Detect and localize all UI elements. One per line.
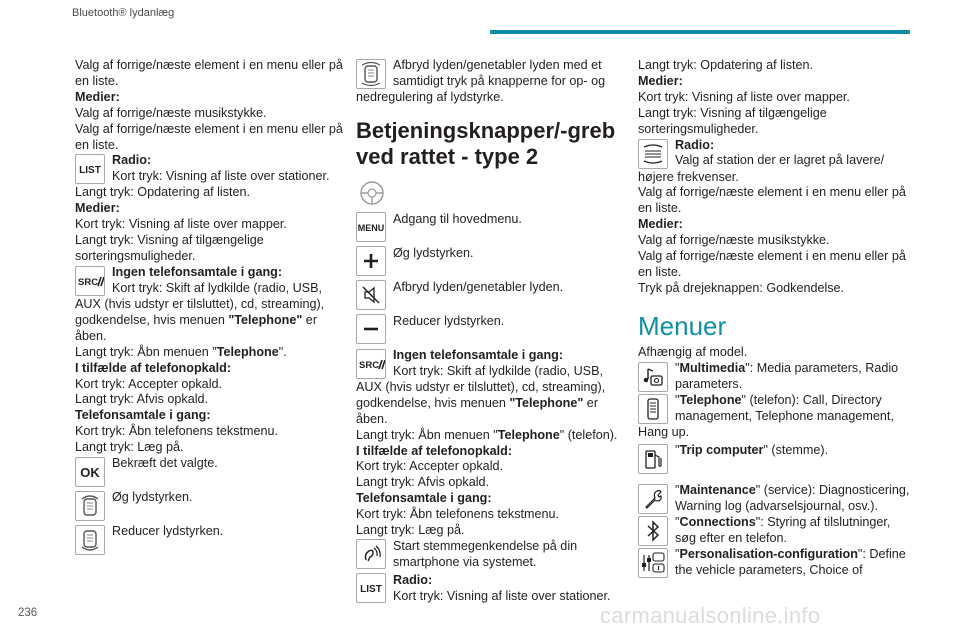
text-line: nedregulering af lydstyrke. xyxy=(356,90,504,104)
text-line: Hang up. xyxy=(638,424,690,439)
text-line: søg efter en telefon. xyxy=(675,530,788,545)
list-icon-label: LIST xyxy=(360,583,382,595)
section-heading-line-1: Betjeningsknapper/-greb xyxy=(356,117,616,143)
list-button-icon xyxy=(75,154,105,184)
text-line: Valg af station der er lagret på lavere/ xyxy=(675,153,885,168)
text-line: Kort tryk: Accepter opkald. xyxy=(75,376,222,391)
src-button-icon xyxy=(75,266,105,296)
text-line: Kort tryk: Åbn telefonens tekstmenu. xyxy=(75,424,279,439)
text-line: godkendelse, hvis menuen "Telephone" er xyxy=(75,312,318,327)
column-1 xyxy=(75,58,345,558)
subheading-radio: Radio: xyxy=(393,572,433,587)
section-heading-line-2: ved rattet - type 2 xyxy=(356,143,539,169)
thumbwheel-down-icon xyxy=(75,525,105,555)
text-line: samtidigt tryk på knapperne for op- og xyxy=(393,73,606,88)
text-line: parameters. xyxy=(675,376,743,391)
text-line: Valg af forrige/næste musikstykke. xyxy=(75,105,267,120)
menu-button-icon xyxy=(356,212,386,242)
ok-button-icon xyxy=(75,457,105,487)
text-line: Øg lydstyrken. xyxy=(112,490,193,505)
text-line: Kort tryk: Visning af liste over stationer. xyxy=(112,169,330,184)
thumbwheel-up-icon xyxy=(75,491,105,521)
text-line: Kort tryk: Visning af liste over stationer. xyxy=(393,588,611,603)
menus-heading xyxy=(638,311,918,341)
menu-icon-label: MENU xyxy=(357,222,385,233)
text-line: Reducer lydstyrken. xyxy=(112,524,224,539)
text-line: sorteringsmuligheder. xyxy=(75,249,196,264)
text-line: Afbryd lyden/genetabler lyden med et xyxy=(393,58,602,72)
text-line: "Multimedia": Media parameters, Radio xyxy=(675,360,899,375)
text-line: Warning log (advarselsjournal, osv.). xyxy=(675,498,878,513)
running-header: Bluetooth® lydanlæg xyxy=(72,7,175,19)
text-line: Tryk på drejeknappen: Godkendelse. xyxy=(638,280,845,295)
text-line: AUX (hvis udstyr er tilsluttet), cd, streaming), xyxy=(75,296,325,311)
text-line: Langt tryk: Læg på. xyxy=(75,440,184,455)
text-line: Kort tryk: Visning af liste over mapper. xyxy=(638,89,850,104)
subheading-medier: Medier: xyxy=(75,201,120,216)
text-line: sorteringsmuligheder. xyxy=(638,121,759,136)
subheading-medier: Medier: xyxy=(75,89,120,104)
src-button-block xyxy=(75,265,345,297)
text-line: Kort tryk: Visning af liste over mapper. xyxy=(75,217,287,232)
subheading-incoming-call: I tilfælde af telefonopkald: xyxy=(75,360,232,375)
rotary-knob-icon xyxy=(638,139,668,169)
list-icon-label: LIST xyxy=(79,165,101,177)
steering-wheel-icon xyxy=(356,180,388,206)
settings-sliders-icon xyxy=(638,548,668,578)
text-line: en liste. xyxy=(638,264,682,279)
text-line: Start stemmegenkendelse på din xyxy=(393,538,578,553)
src-button-block xyxy=(356,348,626,380)
text-line: Kort tryk: Åbn telefonens tekstmenu. xyxy=(356,507,560,522)
list-button-icon xyxy=(356,573,386,603)
voice-recognition-icon xyxy=(356,539,386,569)
text-line: "Connections": Styring af tilslutninger, xyxy=(675,514,891,529)
text-line: Afbryd lyden/genetabler lyden. xyxy=(393,279,564,294)
text-line: management, Telephone management, xyxy=(675,408,894,423)
text-line: Adgang til hovedmenu. xyxy=(393,211,522,226)
text-line: Langt tryk: Afvis opkald. xyxy=(75,392,209,407)
text-line: the vehicle parameters, Choice of xyxy=(675,562,863,577)
subheading-no-call: Ingen telefonsamtale i gang: xyxy=(112,264,283,279)
text-line: Langt tryk: Opdatering af listen. xyxy=(75,185,251,200)
text-line: Valg af forrige/næste element i en menu eller på xyxy=(75,121,343,136)
text-line: en liste. xyxy=(75,137,119,152)
text-line: "Telephone" (telefon): Call, Directory xyxy=(675,392,882,407)
plus-button-block xyxy=(356,246,626,280)
text-line: Langt tryk: Opdatering af listen. xyxy=(638,58,814,72)
mute-combo-block xyxy=(356,58,626,90)
volume-down-thumbwheel-block xyxy=(75,524,345,558)
text-line: højere frekvenser. xyxy=(638,169,739,184)
src-icon-label: SRC xyxy=(78,276,99,288)
text-line: en liste. xyxy=(638,201,682,216)
page-number: 236 xyxy=(18,607,38,619)
rotary-knob-block xyxy=(638,138,918,170)
column-2 xyxy=(356,58,626,607)
steering-wheel-illustration xyxy=(356,180,626,212)
text-line: åben. xyxy=(75,328,107,343)
src-icon-label: SRC xyxy=(359,359,380,371)
ok-button-block xyxy=(75,456,345,490)
model-note: Afhængig af model. xyxy=(638,344,748,359)
text-line: "Trip computer" (stemme). xyxy=(675,442,829,457)
menu-item-connections xyxy=(638,515,918,547)
bluetooth-icon xyxy=(638,516,668,546)
multimedia-icon xyxy=(638,362,668,392)
text-line: godkendelse, hvis menuen "Telephone" er xyxy=(356,395,599,410)
text-line: Øg lydstyrken. xyxy=(393,245,474,260)
text-line: "Maintenance" (service): Diagnosticering, xyxy=(675,482,910,497)
text-line: smartphone via systemet. xyxy=(393,554,537,569)
menu-item-multimedia xyxy=(638,361,918,393)
text-line: Bekræft det valgte. xyxy=(112,456,218,471)
fuel-pump-icon xyxy=(638,444,668,474)
section-heading xyxy=(356,118,626,170)
thumbwheel-mute-icon xyxy=(356,59,386,89)
phone-icon xyxy=(638,394,668,424)
menu-item-trip-computer xyxy=(638,443,918,477)
subheading-radio: Radio: xyxy=(675,137,715,152)
text-line: Reducer lydstyrken. xyxy=(393,313,505,328)
menu-item-telephone xyxy=(638,393,918,425)
column-3 xyxy=(638,58,918,579)
list-button-block xyxy=(75,153,345,185)
text-line: Valg af forrige/næste musikstykke. xyxy=(638,233,830,248)
ok-icon-label: OK xyxy=(80,465,100,481)
subheading-no-call: Ingen telefonsamtale i gang: xyxy=(393,347,564,362)
text-line: Langt tryk: Åbn menuen "Telephone". xyxy=(75,344,287,359)
text-line: Kort tryk: Skift af lydkilde (radio, USB, xyxy=(112,280,322,295)
menu-item-maintenance xyxy=(638,483,918,515)
subheading-medier: Medier: xyxy=(638,217,683,232)
text-line: åben. xyxy=(356,411,388,426)
text-line: Valg af forrige/næste element i en menu eller på xyxy=(638,249,906,264)
wrench-icon xyxy=(638,484,668,514)
text-line: Kort tryk: Skift af lydkilde (radio, USB, xyxy=(393,363,603,378)
voice-button-block xyxy=(356,539,626,573)
text-line: Langt tryk: Læg på. xyxy=(356,523,465,538)
watermark: carmanualsonline.info xyxy=(600,603,821,628)
list-button-block xyxy=(356,573,626,607)
header-accent-bar xyxy=(490,30,910,34)
subheading-radio: Radio: xyxy=(112,153,152,168)
volume-up-thumbwheel-block xyxy=(75,490,345,524)
text-line: Langt tryk: Åbn menuen "Telephone" (telefon). xyxy=(356,427,618,442)
speaker-mute-icon xyxy=(356,280,386,310)
minus-button-block xyxy=(356,314,626,348)
text-line: Valg af forrige/næste element i en menu eller på xyxy=(638,185,906,200)
text-line: en liste. xyxy=(75,73,119,88)
plus-icon xyxy=(356,246,386,276)
src-button-icon xyxy=(356,349,386,379)
text-line: Langt tryk: Visning af tilgængelige xyxy=(75,233,264,248)
menu-button-block xyxy=(356,212,626,246)
text-line: Langt tryk: Afvis opkald. xyxy=(356,475,490,490)
subheading-medier: Medier: xyxy=(638,73,683,88)
menus-heading-text: Menuer xyxy=(638,310,727,341)
text-line: Kort tryk: Accepter opkald. xyxy=(356,459,503,474)
subheading-call-active: Telefonsamtale i gang: xyxy=(356,491,492,506)
mute-button-block xyxy=(356,280,626,314)
subheading-incoming-call: I tilfælde af telefonopkald: xyxy=(356,443,513,458)
menu-item-personalisation xyxy=(638,547,918,579)
text-line: "Personalisation-configuration": Define xyxy=(675,546,906,561)
text-line: Valg af forrige/næste element i en menu eller på xyxy=(75,58,343,72)
subheading-call-active: Telefonsamtale i gang: xyxy=(75,408,211,423)
text-line: Langt tryk: Visning af tilgængelige xyxy=(638,105,827,120)
minus-icon xyxy=(356,314,386,344)
text-line: AUX (hvis udstyr er tilsluttet), cd, streaming), xyxy=(356,379,606,394)
